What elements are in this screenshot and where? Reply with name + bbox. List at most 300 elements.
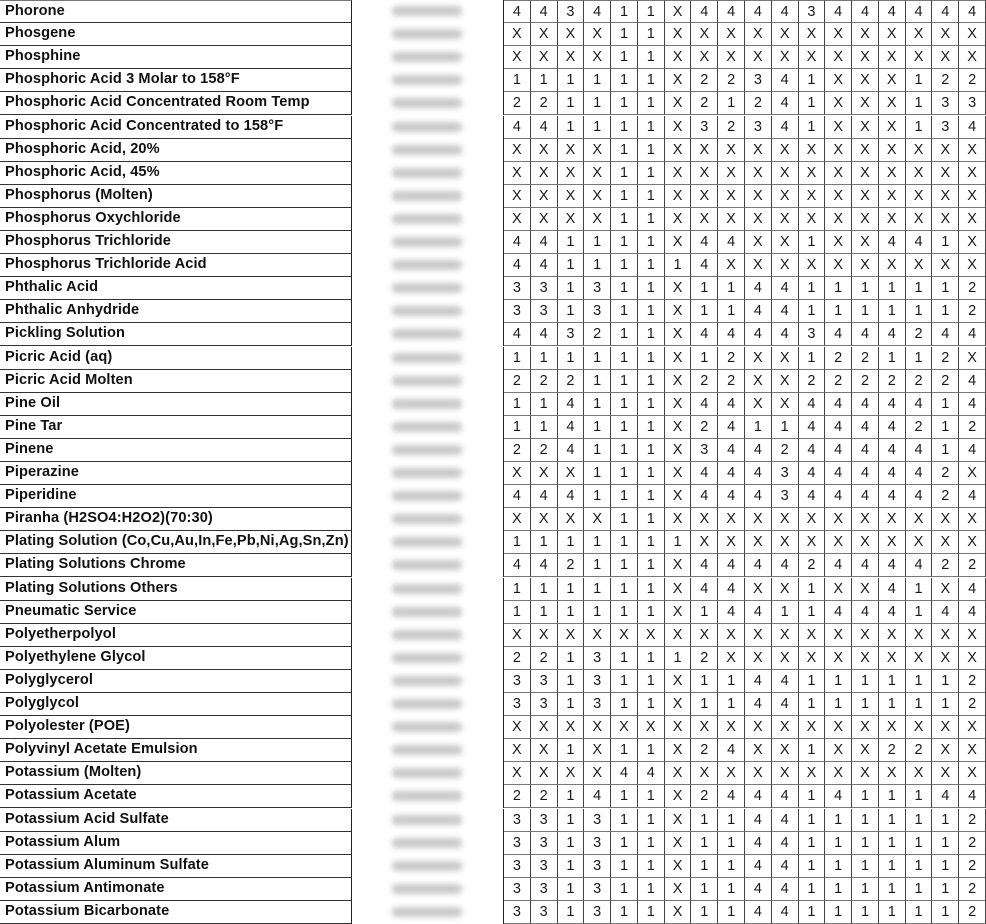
rating-cell: 4	[959, 578, 986, 601]
rating-cell: X	[959, 716, 986, 739]
rating-cell: X	[665, 878, 692, 901]
rating-cell: X	[718, 139, 745, 162]
rating-cell: X	[718, 162, 745, 185]
rating-cell: 4	[691, 231, 718, 254]
rating-cell: X	[504, 162, 531, 185]
rating-cell: 4	[906, 485, 933, 508]
blurred-text	[392, 422, 462, 432]
rating-cell: 1	[558, 785, 585, 808]
rating-cell: X	[745, 370, 772, 393]
rating-cell: X	[772, 393, 799, 416]
rating-cell: X	[799, 531, 826, 554]
rating-cell: 1	[611, 554, 638, 577]
rating-cell: 4	[745, 785, 772, 808]
blurred-text	[392, 699, 462, 709]
blurred-text	[392, 6, 462, 16]
rating-cell: 1	[852, 785, 879, 808]
rating-cell: 1	[906, 670, 933, 693]
rating-cell: 1	[611, 739, 638, 762]
rating-cell: 1	[906, 901, 933, 924]
rating-cell: 1	[638, 370, 665, 393]
rating-cell: 1	[584, 485, 611, 508]
rating-cell: 2	[852, 370, 879, 393]
rating-cell: 1	[852, 832, 879, 855]
rating-cell: 1	[531, 531, 558, 554]
rating-cell: X	[852, 208, 879, 231]
redacted-cas-number	[352, 762, 504, 785]
rating-cell: 1	[718, 277, 745, 300]
rating-cell: 1	[691, 693, 718, 716]
redacted-cas-number	[352, 670, 504, 693]
rating-cell: X	[772, 46, 799, 69]
rating-cell: X	[691, 624, 718, 647]
rating-cell: 1	[799, 347, 826, 370]
table-row	[0, 785, 986, 808]
rating-cell: X	[504, 185, 531, 208]
rating-cell: 1	[584, 370, 611, 393]
rating-cell: 4	[531, 254, 558, 277]
rating-cell: 4	[772, 809, 799, 832]
rating-cell: 3	[584, 809, 611, 832]
rating-cell: 1	[906, 832, 933, 855]
rating-cell: X	[852, 116, 879, 139]
redacted-cas-number	[352, 116, 504, 139]
redacted-cas-number	[352, 878, 504, 901]
rating-cell: 1	[611, 69, 638, 92]
blurred-text	[392, 168, 462, 178]
rating-cell: X	[665, 139, 692, 162]
rating-cell: 4	[718, 462, 745, 485]
rating-cell: 1	[611, 670, 638, 693]
rating-cell: X	[584, 508, 611, 531]
chemical-name: Potassium Aluminum Sulfate	[0, 855, 352, 878]
rating-cell: 4	[959, 0, 986, 23]
rating-cell: 1	[638, 254, 665, 277]
blurred-text	[392, 861, 462, 871]
rating-cell: 1	[906, 785, 933, 808]
blurred-text	[392, 768, 462, 778]
rating-cell: X	[584, 208, 611, 231]
rating-cell: X	[879, 762, 906, 785]
rating-cell: 4	[906, 393, 933, 416]
rating-cell: X	[932, 739, 959, 762]
rating-cell: X	[665, 901, 692, 924]
rating-cell: 1	[799, 855, 826, 878]
blurred-text	[392, 306, 462, 316]
table-row	[0, 139, 986, 162]
rating-cell: 1	[558, 69, 585, 92]
rating-cell: X	[799, 508, 826, 531]
rating-cell: 4	[879, 578, 906, 601]
rating-cell: 1	[825, 832, 852, 855]
rating-cell: 1	[906, 601, 933, 624]
rating-cell: X	[932, 208, 959, 231]
rating-cell: 1	[691, 901, 718, 924]
rating-cell: 4	[584, 0, 611, 23]
table-row	[0, 485, 986, 508]
rating-cell: X	[852, 508, 879, 531]
table-row	[0, 416, 986, 439]
rating-cell: 1	[718, 92, 745, 115]
rating-cell: 1	[906, 693, 933, 716]
rating-cell: 4	[745, 300, 772, 323]
rating-cell: 1	[638, 46, 665, 69]
rating-cell: 2	[799, 554, 826, 577]
rating-cell: X	[745, 208, 772, 231]
rating-cell: 4	[558, 485, 585, 508]
rating-cell: X	[691, 23, 718, 46]
rating-cell: 2	[932, 370, 959, 393]
rating-cell: 3	[531, 809, 558, 832]
rating-cell: 2	[959, 809, 986, 832]
rating-cell: X	[718, 508, 745, 531]
rating-cell: 1	[691, 832, 718, 855]
redacted-cas-number	[352, 277, 504, 300]
rating-cell: 1	[638, 739, 665, 762]
rating-cell: X	[825, 624, 852, 647]
rating-cell: 4	[772, 92, 799, 115]
table-row	[0, 46, 986, 69]
rating-cell: 4	[959, 323, 986, 346]
rating-cell: 4	[852, 485, 879, 508]
rating-cell: X	[959, 739, 986, 762]
rating-cell: X	[584, 739, 611, 762]
rating-cell: 4	[691, 462, 718, 485]
rating-cell: 3	[558, 323, 585, 346]
rating-cell: X	[611, 624, 638, 647]
rating-cell: X	[799, 624, 826, 647]
rating-cell: X	[665, 323, 692, 346]
rating-cell: 4	[959, 785, 986, 808]
rating-cell: X	[745, 231, 772, 254]
rating-cell: 2	[504, 370, 531, 393]
rating-cell: X	[665, 624, 692, 647]
rating-cell: 1	[638, 578, 665, 601]
redacted-cas-number	[352, 508, 504, 531]
rating-cell: 3	[584, 670, 611, 693]
rating-cell: 1	[558, 231, 585, 254]
rating-cell: 1	[504, 578, 531, 601]
rating-cell: X	[799, 208, 826, 231]
rating-cell: 1	[852, 300, 879, 323]
rating-cell: X	[584, 139, 611, 162]
rating-cell: 1	[799, 670, 826, 693]
rating-cell: X	[665, 832, 692, 855]
rating-cell: X	[745, 393, 772, 416]
rating-cell: 2	[691, 739, 718, 762]
rating-cell: 4	[504, 485, 531, 508]
rating-cell: X	[879, 139, 906, 162]
rating-cell: 1	[558, 531, 585, 554]
rating-cell: 1	[718, 300, 745, 323]
rating-cell: 1	[638, 162, 665, 185]
rating-cell: 1	[932, 393, 959, 416]
rating-cell: 2	[959, 693, 986, 716]
rating-cell: 1	[638, 116, 665, 139]
rating-cell: X	[665, 69, 692, 92]
rating-cell: 1	[691, 277, 718, 300]
rating-cell: 1	[879, 300, 906, 323]
redacted-cas-number	[352, 162, 504, 185]
redacted-cas-number	[352, 370, 504, 393]
rating-cell: 1	[611, 277, 638, 300]
rating-cell: X	[906, 162, 933, 185]
rating-cell: X	[558, 185, 585, 208]
rating-cell: 2	[906, 739, 933, 762]
rating-cell: 1	[852, 693, 879, 716]
table-row	[0, 162, 986, 185]
blurred-text	[392, 907, 462, 917]
blurred-text	[392, 399, 462, 409]
rating-cell: X	[825, 208, 852, 231]
rating-cell: X	[718, 46, 745, 69]
rating-cell: X	[531, 462, 558, 485]
rating-cell: 1	[799, 231, 826, 254]
rating-cell: 4	[772, 116, 799, 139]
rating-cell: X	[879, 23, 906, 46]
rating-cell: 1	[879, 832, 906, 855]
rating-cell: 1	[584, 531, 611, 554]
rating-cell: 4	[906, 231, 933, 254]
rating-cell: X	[531, 508, 558, 531]
rating-cell: 1	[611, 832, 638, 855]
rating-cell: 4	[772, 785, 799, 808]
rating-cell: X	[772, 508, 799, 531]
rating-cell: 1	[879, 347, 906, 370]
rating-cell: X	[799, 162, 826, 185]
rating-cell: 1	[584, 416, 611, 439]
rating-cell: 2	[906, 370, 933, 393]
rating-cell: 3	[745, 69, 772, 92]
blurred-text	[392, 491, 462, 501]
rating-cell: 1	[879, 809, 906, 832]
redacted-cas-number	[352, 855, 504, 878]
rating-cell: 3	[504, 855, 531, 878]
rating-cell: X	[772, 531, 799, 554]
rating-cell: 4	[932, 601, 959, 624]
rating-cell: X	[959, 647, 986, 670]
chemical-name: Plating Solution (Co,Cu,Au,In,Fe,Pb,Ni,Ag,Sn,Zn)	[0, 531, 352, 554]
rating-cell: 1	[718, 832, 745, 855]
rating-cell: 4	[959, 439, 986, 462]
rating-cell: 1	[799, 878, 826, 901]
rating-cell: 3	[584, 832, 611, 855]
rating-cell: 3	[504, 901, 531, 924]
rating-cell: 1	[906, 69, 933, 92]
rating-cell: 3	[691, 116, 718, 139]
rating-cell: 1	[825, 277, 852, 300]
table-row	[0, 254, 986, 277]
redacted-cas-number	[352, 92, 504, 115]
chemical-name: Piperidine	[0, 485, 352, 508]
rating-cell: X	[959, 231, 986, 254]
rating-cell: 3	[504, 693, 531, 716]
rating-cell: 1	[825, 693, 852, 716]
rating-cell: 2	[959, 878, 986, 901]
rating-cell: X	[745, 531, 772, 554]
rating-cell: X	[745, 508, 772, 531]
rating-cell: 3	[504, 277, 531, 300]
rating-cell: 1	[611, 323, 638, 346]
rating-cell: 1	[611, 693, 638, 716]
rating-cell: 3	[531, 300, 558, 323]
rating-cell: X	[584, 716, 611, 739]
chemical-name: Phosphoric Acid 3 Molar to 158°F	[0, 69, 352, 92]
rating-cell: 1	[504, 601, 531, 624]
rating-cell: 2	[718, 370, 745, 393]
rating-cell: 1	[932, 277, 959, 300]
rating-cell: 1	[584, 601, 611, 624]
rating-cell: 1	[611, 23, 638, 46]
rating-cell: 2	[691, 370, 718, 393]
rating-cell: 4	[745, 554, 772, 577]
rating-cell: 2	[691, 69, 718, 92]
rating-cell: X	[852, 739, 879, 762]
rating-cell: 1	[691, 670, 718, 693]
rating-cell: 4	[825, 554, 852, 577]
rating-cell: 2	[932, 485, 959, 508]
rating-cell: 1	[504, 69, 531, 92]
rating-cell: X	[665, 208, 692, 231]
rating-cell: X	[718, 624, 745, 647]
rating-cell: X	[691, 162, 718, 185]
rating-cell: X	[879, 46, 906, 69]
redacted-cas-number	[352, 485, 504, 508]
table-row	[0, 231, 986, 254]
rating-cell: 4	[772, 323, 799, 346]
rating-cell: 3	[584, 693, 611, 716]
rating-cell: X	[745, 347, 772, 370]
chemical-name: Phthalic Acid	[0, 277, 352, 300]
rating-cell: 4	[799, 462, 826, 485]
rating-cell: X	[879, 92, 906, 115]
rating-cell: 1	[611, 393, 638, 416]
rating-cell: 1	[906, 878, 933, 901]
chemical-name: Polyglycerol	[0, 670, 352, 693]
rating-cell: 4	[745, 832, 772, 855]
rating-cell: 4	[825, 439, 852, 462]
rating-cell: X	[665, 393, 692, 416]
rating-cell: 1	[611, 901, 638, 924]
rating-cell: X	[932, 185, 959, 208]
rating-cell: X	[932, 716, 959, 739]
chemical-name: Phosphine	[0, 46, 352, 69]
blurred-text	[392, 75, 462, 85]
rating-cell: 2	[959, 300, 986, 323]
blurred-text	[392, 630, 462, 640]
rating-cell: 2	[825, 370, 852, 393]
rating-cell: X	[638, 716, 665, 739]
rating-cell: 1	[558, 809, 585, 832]
rating-cell: X	[772, 624, 799, 647]
redacted-cas-number	[352, 393, 504, 416]
rating-cell: 3	[799, 0, 826, 23]
rating-cell: 3	[584, 647, 611, 670]
rating-cell: X	[504, 462, 531, 485]
rating-cell: 4	[879, 485, 906, 508]
rating-cell: 3	[504, 300, 531, 323]
rating-cell: 4	[745, 878, 772, 901]
chemical-name: Phosphoric Acid, 45%	[0, 162, 352, 185]
table-row	[0, 393, 986, 416]
rating-cell: X	[558, 508, 585, 531]
rating-cell: 1	[504, 416, 531, 439]
rating-cell: X	[906, 23, 933, 46]
rating-cell: 1	[638, 393, 665, 416]
rating-cell: 1	[906, 809, 933, 832]
rating-cell: 2	[531, 370, 558, 393]
rating-cell: X	[852, 762, 879, 785]
rating-cell: X	[745, 185, 772, 208]
rating-cell: 1	[772, 416, 799, 439]
redacted-cas-number	[352, 46, 504, 69]
rating-cell: 4	[825, 485, 852, 508]
rating-cell: X	[772, 231, 799, 254]
rating-cell: X	[531, 208, 558, 231]
rating-cell: 1	[638, 185, 665, 208]
rating-cell: X	[906, 254, 933, 277]
rating-cell: 3	[504, 878, 531, 901]
rating-cell: 4	[504, 231, 531, 254]
rating-cell: 4	[852, 601, 879, 624]
table-row	[0, 809, 986, 832]
rating-cell: 1	[932, 855, 959, 878]
rating-cell: X	[718, 716, 745, 739]
rating-cell: X	[906, 531, 933, 554]
rating-cell: 1	[638, 693, 665, 716]
rating-cell: X	[799, 762, 826, 785]
rating-cell: 1	[558, 739, 585, 762]
rating-cell: 1	[638, 647, 665, 670]
chemical-name: Polyglycol	[0, 693, 352, 716]
blurred-text	[392, 838, 462, 848]
rating-cell: X	[825, 762, 852, 785]
rating-cell: 4	[531, 554, 558, 577]
rating-cell: 1	[584, 116, 611, 139]
chemical-name: Polyetherpolyol	[0, 624, 352, 647]
rating-cell: 1	[932, 231, 959, 254]
rating-cell: X	[665, 370, 692, 393]
table-row	[0, 716, 986, 739]
rating-cell: 3	[745, 116, 772, 139]
rating-cell: X	[825, 739, 852, 762]
rating-cell: 1	[799, 901, 826, 924]
rating-cell: X	[745, 254, 772, 277]
rating-cell: 3	[959, 92, 986, 115]
table-row	[0, 508, 986, 531]
rating-cell: 1	[558, 92, 585, 115]
rating-cell: X	[825, 508, 852, 531]
rating-cell: X	[772, 139, 799, 162]
rating-cell: 4	[691, 393, 718, 416]
rating-cell: 1	[745, 416, 772, 439]
rating-cell: 1	[584, 462, 611, 485]
rating-cell: 1	[906, 578, 933, 601]
rating-cell: X	[745, 23, 772, 46]
rating-cell: X	[665, 693, 692, 716]
blurred-text	[392, 722, 462, 732]
rating-cell: 4	[772, 0, 799, 23]
rating-cell: X	[852, 624, 879, 647]
rating-cell: 1	[558, 277, 585, 300]
redacted-cas-number	[352, 809, 504, 832]
chemical-name: Phorone	[0, 0, 352, 23]
rating-cell: 4	[959, 393, 986, 416]
rating-cell: 4	[718, 485, 745, 508]
rating-cell: X	[504, 739, 531, 762]
rating-cell: 1	[611, 855, 638, 878]
rating-cell: 1	[638, 901, 665, 924]
